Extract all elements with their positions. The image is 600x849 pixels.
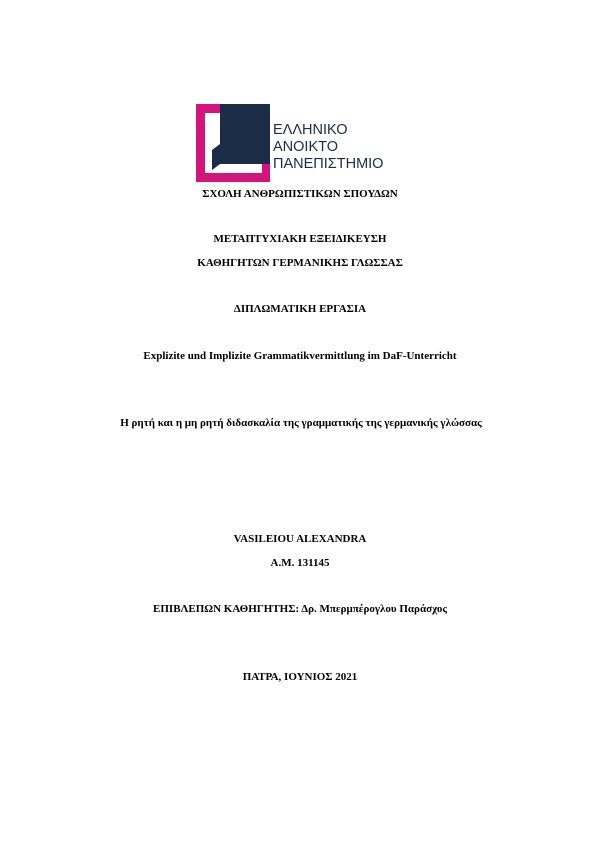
- school-name: ΣΧΟΛΗ ΑΝΘΡΩΠΙΣΤΙΚΩΝ ΣΠΟΥΔΩΝ: [202, 188, 398, 200]
- logo-text-line-1: ΕΛΛΗΝΙΚΟ: [273, 122, 348, 138]
- place-and-date: ΠΑΤΡΑ, ΙΟΥΝΙΟΣ 2021: [242, 671, 358, 683]
- program-name-line-2: ΚΑΘΗΓΗΤΩΝ ΓΕΡΜΑΝΙΚΗΣ ΓΛΩΣΣΑΣ: [197, 257, 403, 269]
- logo-text-line-3: ΠΑΝΕΠΙΣΤΗΜΙΟ: [273, 156, 384, 172]
- logo-wordmark: [273, 122, 383, 173]
- supervisor: ΕΠΙΒΛΕΠΩΝ ΚΑΘΗΓΗΤΗΣ: Δρ. Μπερμπέρογλου Παράσχος: [153, 603, 447, 615]
- author-name: VASILEIOU ALEXANDRA: [233, 533, 367, 545]
- university-emblem-icon: [196, 104, 272, 182]
- logo-text-line-2: ΑΝΟΙΚΤΟ: [273, 139, 338, 155]
- university-logo: [196, 104, 396, 182]
- registration-number: Α.Μ. 131145: [270, 557, 330, 569]
- thesis-title-german: Explizite und Implizite Grammatikvermittlung im DaF-Unterricht: [143, 350, 457, 362]
- program-name-line-1: ΜΕΤΑΠΤΥΧΙΑΚΗ ΕΞΕΙΔΙΚΕΥΣΗ: [213, 233, 387, 245]
- thesis-type: ΔΙΠΛΩΜΑΤΙΚΗ ΕΡΓΑΣΙΑ: [233, 303, 367, 315]
- thesis-title-greek: Η ρητή και η μη ρητή διδασκαλία της γραμματικής της γερμανικής γλώσσας: [120, 417, 482, 429]
